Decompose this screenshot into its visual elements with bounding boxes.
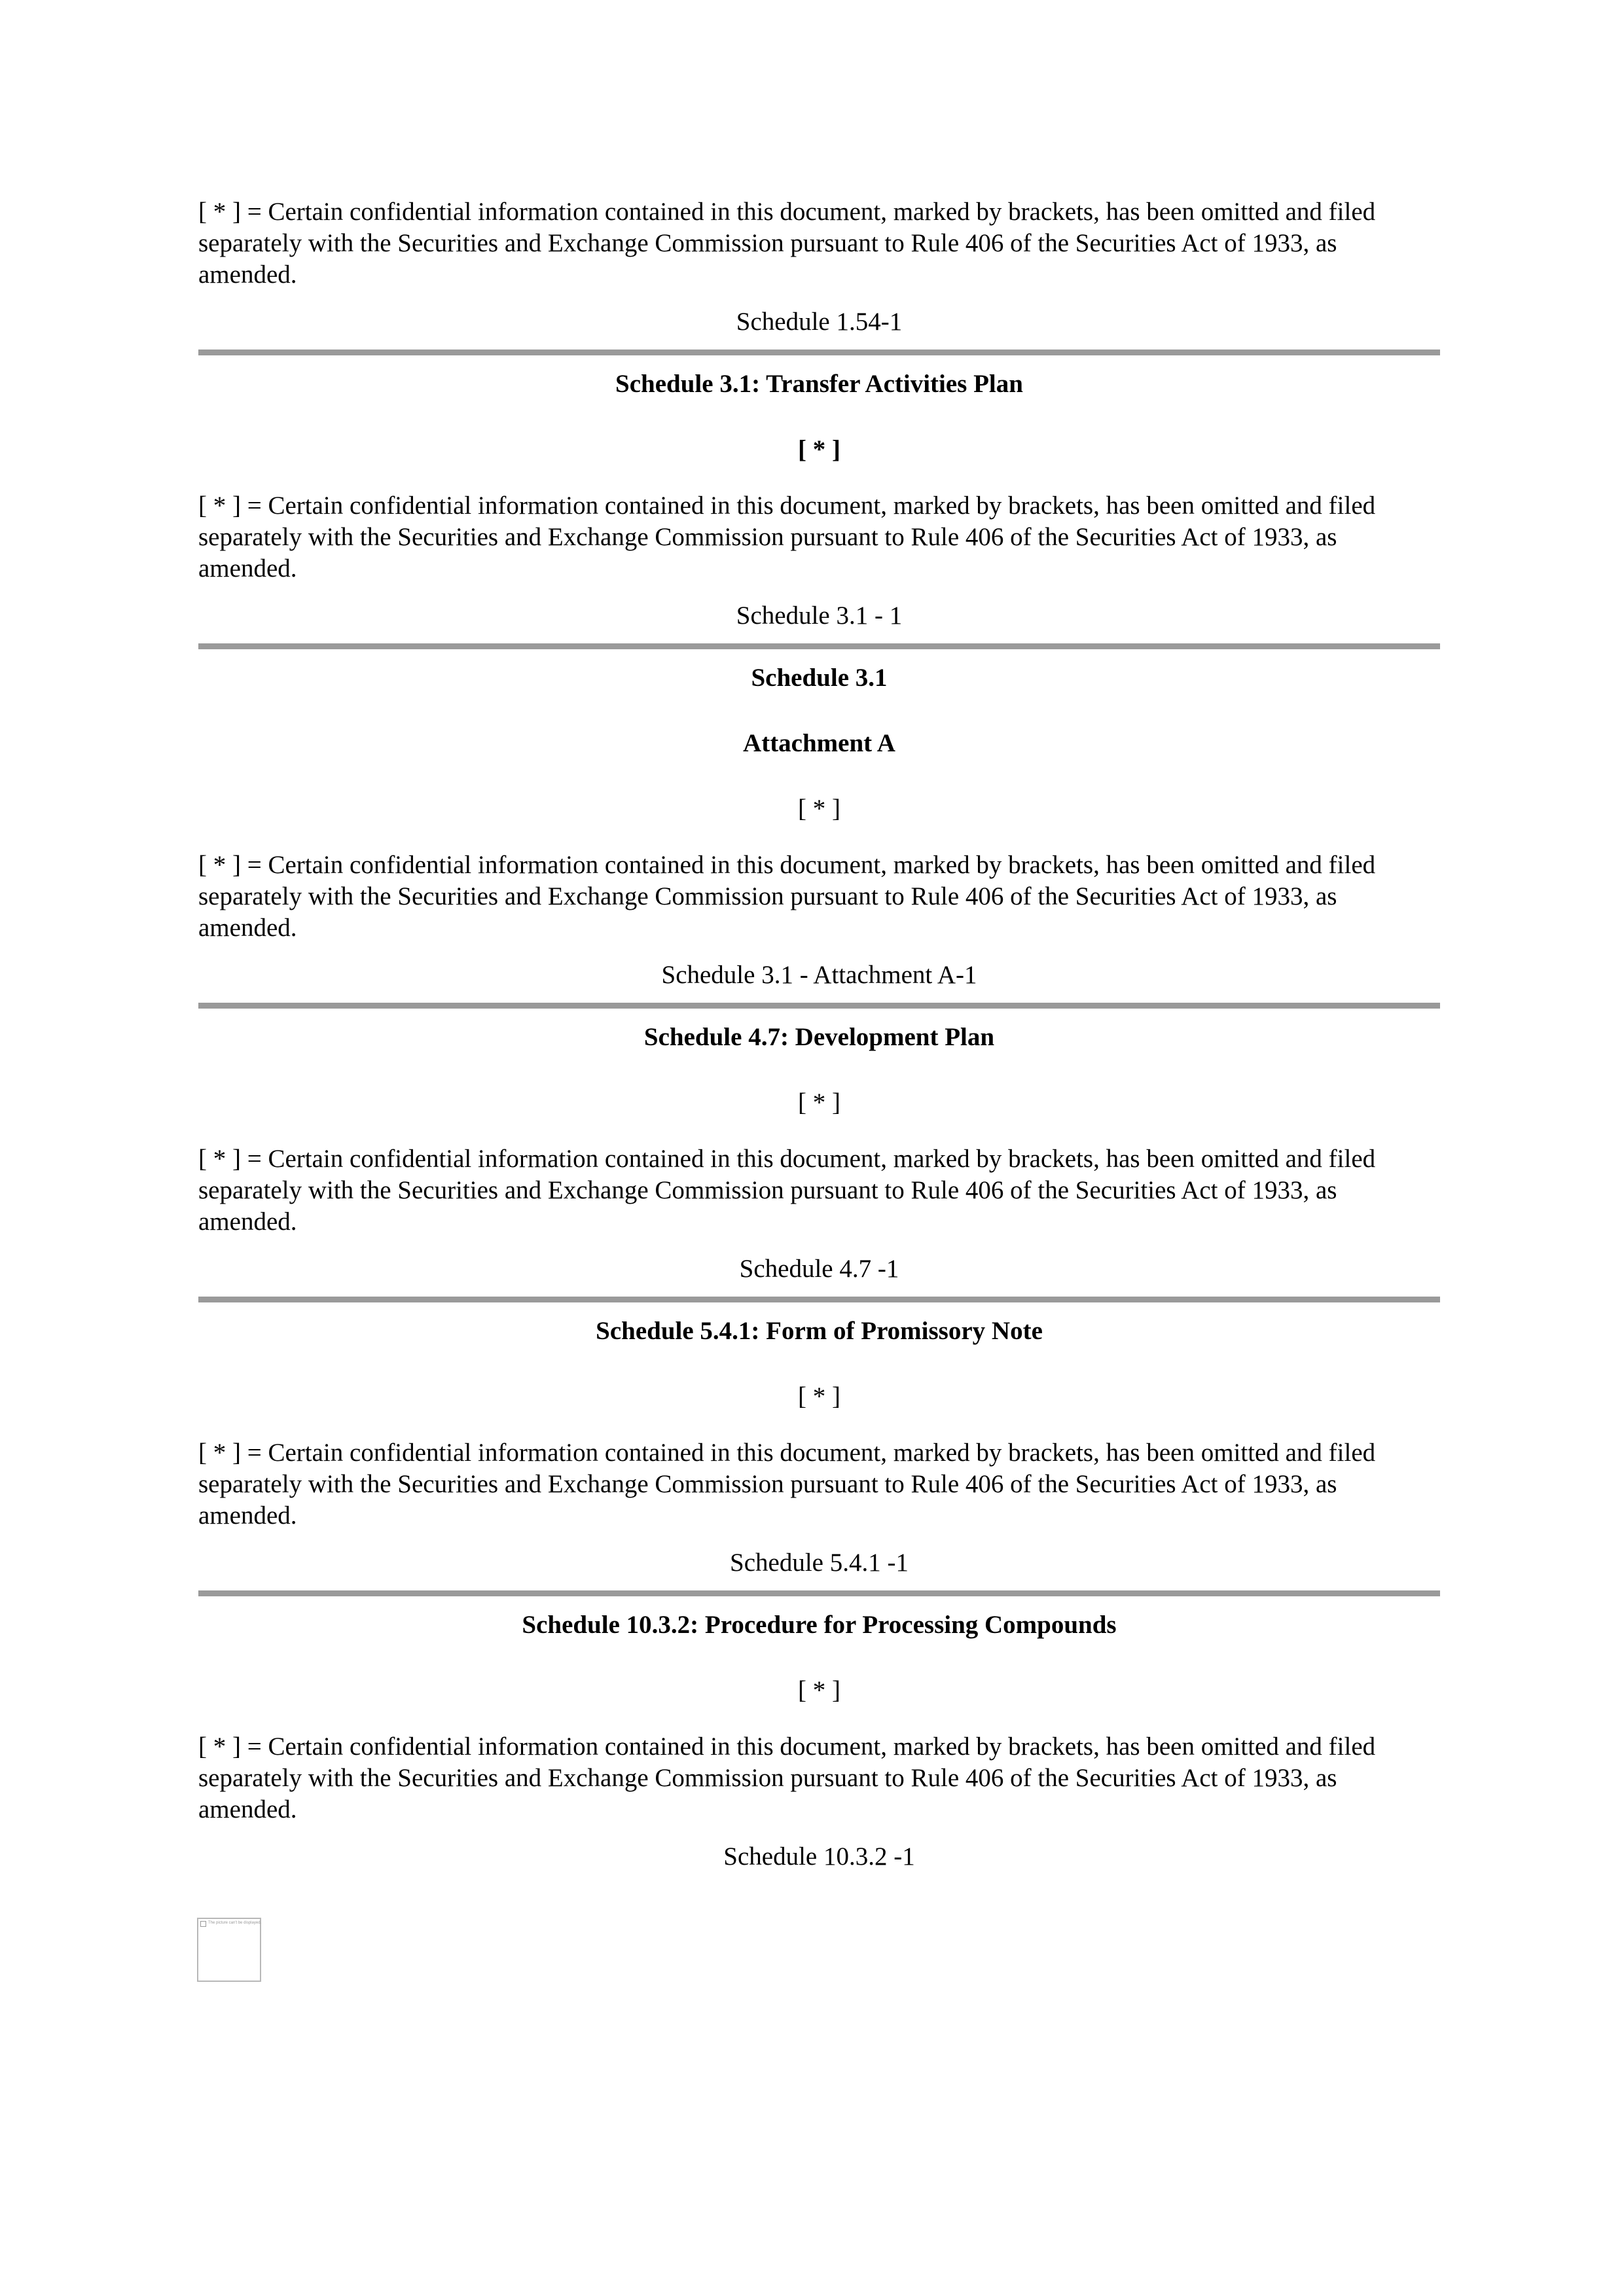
schedule-footer: Schedule 5.4.1 -1 (730, 1549, 909, 1577)
schedule-heading: Schedule 10.3.2: Procedure for Processing Compounds (522, 1611, 1117, 1639)
schedule-footer: Schedule 1.54-1 (736, 308, 903, 336)
confidentiality-notice: [ * ] = Certain confidential information contained in this document, marked by brackets, has been omitted and filed separately with the Securities and Exchange Commission pursuant to Rule 406 of the Securities Act of 1933, as amended. (198, 1145, 1376, 1236)
schedule-footer: Schedule 3.1 - 1 (736, 601, 903, 630)
attachment-heading: Attachment A (743, 729, 895, 757)
schedule-heading: Schedule 5.4.1: Form of Promissory Note (596, 1317, 1043, 1345)
schedule-heading: Schedule 3.1 (751, 664, 888, 692)
confidentiality-notice: [ * ] = Certain confidential information contained in this document, marked by brackets, has been omitted and filed separately with the Securities and Exchange Commission pursuant to Rule 406 of the Securities Act of 1933, as amended. (198, 198, 1376, 289)
redacted-placeholder: [ * ] (798, 435, 840, 463)
schedule-heading: Schedule 3.1: Transfer Activities Plan (615, 370, 1023, 398)
confidentiality-notice: [ * ] = Certain confidential information contained in this document, marked by brackets, has been omitted and filed separately with the Securities and Exchange Commission pursuant to Rule 406 of the Securities Act of 1933, as amended. (198, 851, 1376, 942)
page-divider (198, 1003, 1440, 1009)
redacted-placeholder: [ * ] (798, 1382, 840, 1410)
schedule-footer: Schedule 10.3.2 -1 (723, 1842, 915, 1871)
redacted-placeholder: [ * ] (798, 1088, 840, 1117)
page-divider (198, 643, 1440, 649)
page-divider (198, 1590, 1440, 1596)
redacted-placeholder: [ * ] (798, 1676, 840, 1704)
document-page (198, 196, 1440, 1873)
broken-image-placeholder (197, 1918, 261, 1982)
page-divider (198, 350, 1440, 355)
schedule-footer: Schedule 3.1 - Attachment A-1 (661, 961, 977, 989)
confidentiality-notice: [ * ] = Certain confidential information contained in this document, marked by brackets, has been omitted and filed separately with the Securities and Exchange Commission pursuant to Rule 406 of the Securities Act of 1933, as amended. (198, 492, 1376, 583)
broken-image-alt-text: The picture can't be displayed. (208, 1921, 262, 1925)
page-divider (198, 1297, 1440, 1302)
schedule-heading: Schedule 4.7: Development Plan (643, 1023, 995, 1051)
confidentiality-notice: [ * ] = Certain confidential information contained in this document, marked by brackets, has been omitted and filed separately with the Securities and Exchange Commission pursuant to Rule 406 of the Securities Act of 1933, as amended. (198, 1439, 1376, 1530)
broken-image-icon (200, 1921, 206, 1927)
schedule-footer: Schedule 4.7 -1 (739, 1255, 899, 1283)
redacted-placeholder: [ * ] (798, 795, 840, 823)
confidentiality-notice: [ * ] = Certain confidential information contained in this document, marked by brackets, has been omitted and filed separately with the Securities and Exchange Commission pursuant to Rule 406 of the Securities Act of 1933, as amended. (198, 1732, 1376, 1823)
